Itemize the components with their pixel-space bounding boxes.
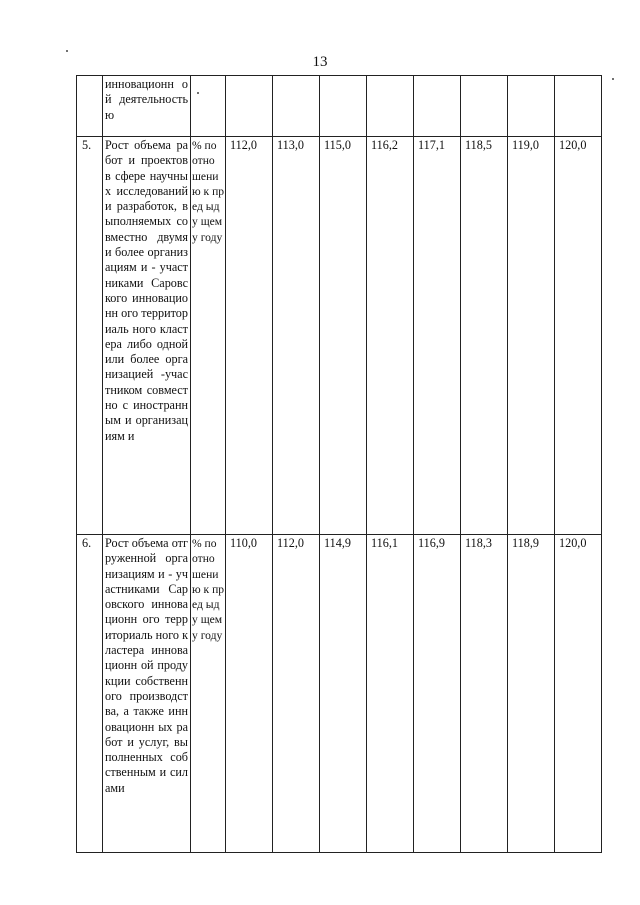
value-cell [273,76,320,137]
value-cell [414,76,461,137]
indicator-name-cell: инновационн ой деятельность ю [103,76,191,137]
unit-cell [191,76,226,137]
scan-speck [612,78,614,80]
page-number: 13 [312,54,328,70]
value-cell: 110,0 [226,535,273,853]
scan-speck [66,50,68,52]
table-row [77,137,602,535]
value-cell: 114,9 [320,535,367,853]
table-row [77,76,602,137]
value-cell: 120,0 [555,535,602,853]
value-cell: 116,1 [367,535,414,853]
indicators-table [76,75,602,853]
table-row [77,535,602,853]
indicator-name-cell: Рост объема отгруженной организациям и - участниками Саровского инновационн ого территориаль ного кластера инновационн ой продукции собственного производства, а также инновационн ых работ и услуг, выполненных собственным и силами [103,535,191,853]
value-cell [367,76,414,137]
value-cell [461,76,508,137]
value-cell: 118,3 [461,535,508,853]
value-cell: 120,0 [555,137,602,535]
indicator-name-cell: Рост объема работ и проектов в сфере научных исследований и разработок, выполняемых совместно двумя и более организациям и - участниками Саровского инновационн ого территориаль ного кластера либо одной или более организацией -участником совместно с иностранным и организациям и [103,137,191,535]
value-cell [555,76,602,137]
value-cell [508,76,555,137]
value-cell: 116,9 [414,535,461,853]
value-cell: 117,1 [414,137,461,535]
value-cell: 112,0 [273,535,320,853]
value-cell: 118,9 [508,535,555,853]
value-cell: 119,0 [508,137,555,535]
value-cell [320,76,367,137]
row-number-cell [77,76,103,137]
unit-cell: % по отно шени ю к пред ыду щему году [191,137,226,535]
value-cell [226,76,273,137]
unit-cell: % по отно шени ю к пред ыду щему году [191,535,226,853]
value-cell: 113,0 [273,137,320,535]
row-number-cell: 5. [77,137,103,535]
value-cell: 116,2 [367,137,414,535]
value-cell: 112,0 [226,137,273,535]
value-cell: 118,5 [461,137,508,535]
row-number-cell: 6. [77,535,103,853]
value-cell: 115,0 [320,137,367,535]
